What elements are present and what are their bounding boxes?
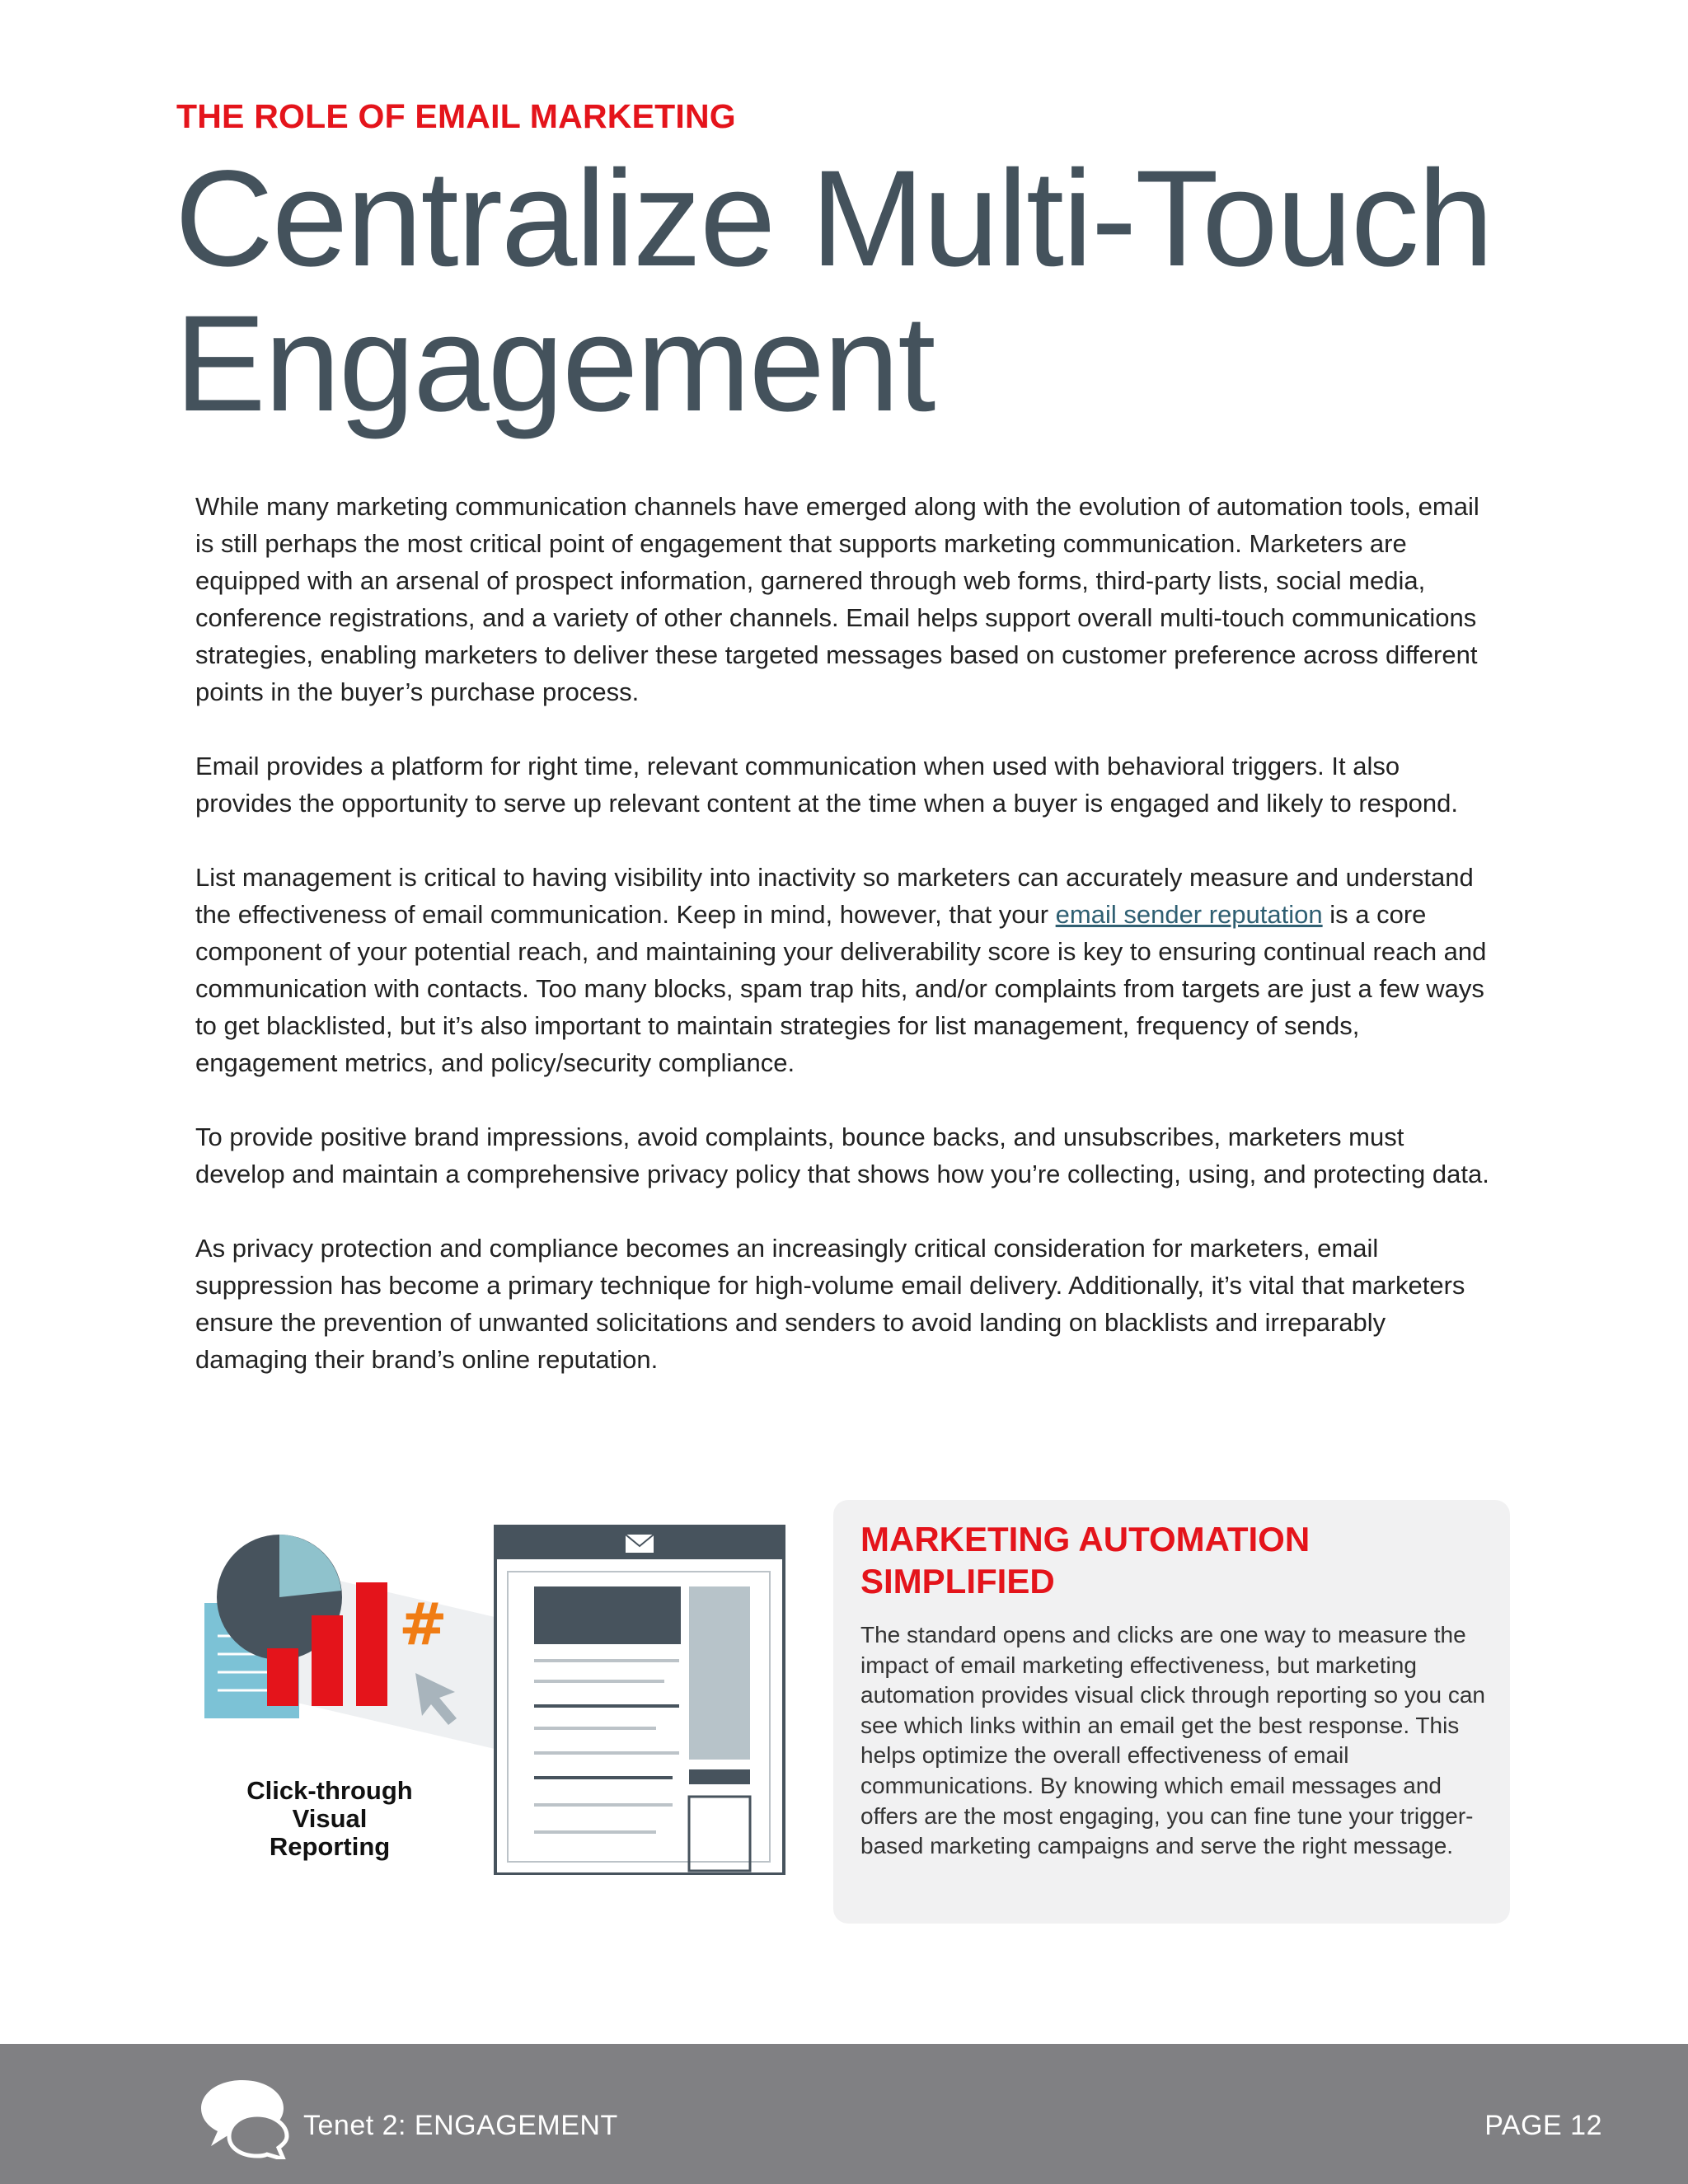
paragraph-4: To provide positive brand impressions, avoid complaints, bounce backs, and unsubscribes, marketers must develop and maintain a comprehensive privacy policy that shows how you’re collecting, using, and protecting data. — [195, 1122, 1489, 1188]
paragraph-2: Email provides a platform for right time, relevant communication when used with behavioral triggers. It also provides the opportunity to serve up relevant content at the time when a buyer is engaged and likely to respond. — [195, 752, 1459, 818]
email-window-icon — [495, 1526, 784, 1874]
illustration-caption — [214, 1777, 445, 1861]
email-sender-reputation-link[interactable]: email sender reputation — [1055, 900, 1323, 929]
footer-tenet-label: Tenet 2: ENGAGEMENT — [303, 2110, 618, 2141]
article-body — [195, 488, 1489, 1415]
envelope-icon — [626, 1535, 654, 1553]
paragraph-5: As privacy protection and compliance becomes an increasingly critical consideration for marketers, email suppression has become a primary technique for high-volume email delivery. Additionally, it’s vital that marketers ensure the prevention of unwanted solicitations and senders to avoid landing on blacklists and irreparably damaging their brand’s online reputation. — [195, 1234, 1465, 1374]
callout-text: The standard opens and clicks are one way to measure the impact of email marketing effectiveness, but marketing automation provides visual click through reporting so you can see which links within an email get the best response. This helps optimize the overall effectiveness of email communications. By knowing which email messages and offers are the most engaging, you can fine tune your trigger-based marketing campaigns and serve the right message. — [860, 1622, 1485, 1859]
hashtag-icon: # — [399, 1591, 448, 1658]
section-eyebrow: THE ROLE OF EMAIL MARKETING — [176, 97, 736, 135]
paragraph-3 — [195, 859, 1489, 1081]
caption-line-2: Visual — [292, 1804, 368, 1833]
page-title: Centralize Multi-Touch Engagement — [175, 143, 1493, 440]
caption-line-1: Click-through — [246, 1776, 413, 1805]
paragraph-3-text-before: List management is critical to having visibility into inactivity so marketers can accurately measure and understand the effectiveness of email communication. Keep in mind, however, that your — [195, 863, 1474, 929]
footer-page-number: PAGE 12 — [1484, 2110, 1602, 2141]
callout-title: MARKETING AUTOMATION SIMPLIFIED — [860, 1520, 1311, 1601]
speech-bubbles-icon — [193, 2069, 300, 2159]
paragraph-3-text-after: is a core component of your potential reach, and maintaining your deliverability score is key to ensuring continual reach and communication with contacts. Too many blocks, spam trap hits, and/or complaints from targets are just a few ways to get blacklisted, but it’s also important to maintain strategies for list management, frequency of sends, engagement metrics, and policy/security compliance. — [195, 900, 1487, 1077]
caption-line-3: Reporting — [269, 1832, 391, 1861]
paragraph-1: While many marketing communication channels have emerged along with the evolution of automation tools, email is still perhaps the most critical point of engagement that supports marketing communication. Marketers are equipped with an arsenal of prospect information, garnered through web forms, third-party lists, social media, conference registrations, and a variety of other channels. Email helps support overall multi-touch communications strategies, enabling marketers to deliver these targeted messages based on customer preference across different points in the buyer’s purchase process. — [195, 492, 1479, 706]
